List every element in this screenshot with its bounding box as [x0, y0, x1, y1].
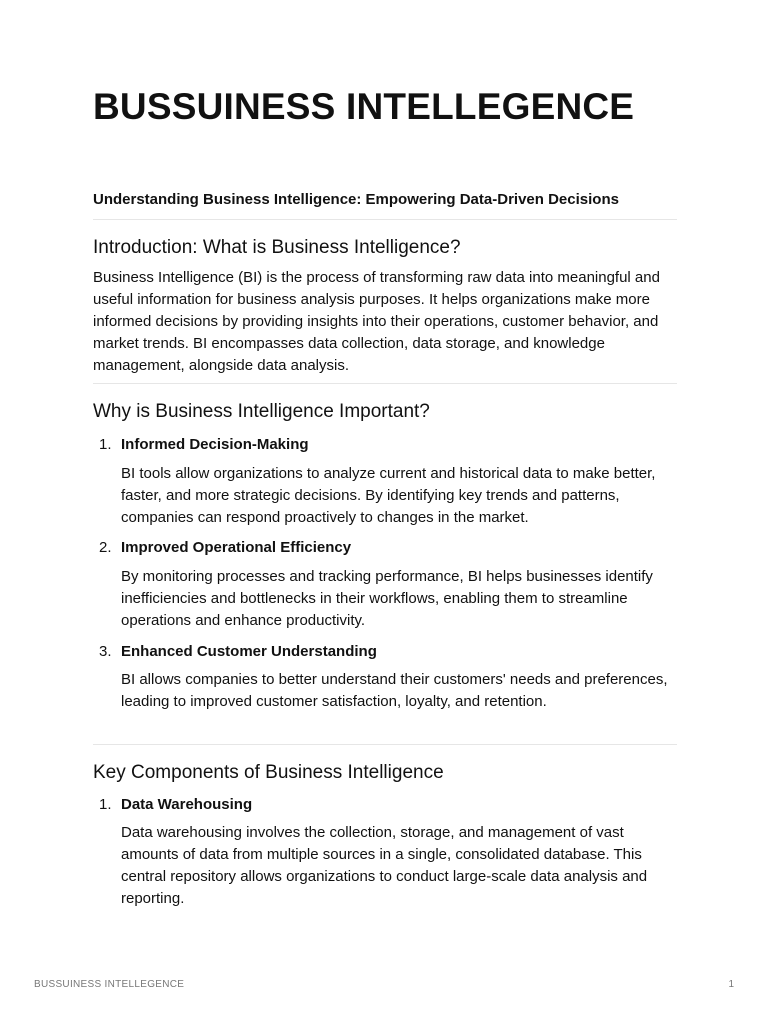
- document-title: BUSSUINESS INTELLEGENCE: [93, 86, 635, 127]
- page-number: 1: [728, 979, 734, 990]
- divider: [93, 744, 677, 745]
- divider: [93, 383, 677, 384]
- components-heading: Key Components of Business Intelligence: [93, 762, 444, 783]
- list-item-title: Enhanced Customer Understanding: [121, 643, 377, 660]
- list-item-title: Informed Decision-Making: [121, 436, 309, 453]
- divider: [93, 219, 677, 220]
- list-item-body: By monitoring processes and tracking performance, BI helps businesses identify inefficiencies and bottlenecks in their workflows, enabling them to streamline operations and enhance productivity.: [121, 568, 653, 629]
- list-item-body: Data warehousing involves the collection, storage, and management of vast amounts of data from multiple sources in a single, consolidated database. This central repository allows organizations to conduct large-scale data analysis and reporting.: [121, 824, 648, 907]
- intro-heading: Introduction: What is Business Intelligence?: [93, 237, 461, 258]
- document-subtitle: Understanding Business Intelligence: Empowering Data-Driven Decisions: [93, 191, 619, 208]
- footer-title: BUSSUINESS INTELLEGENCE: [34, 979, 185, 990]
- list-item-number: 1.: [99, 796, 112, 813]
- intro-paragraph: Business Intelligence (BI) is the process of transforming raw data into meaningful and useful information for business analysis purposes. It helps organizations make more informed decisions by providing insights into their operations, customer behavior, and market trends. BI encompasses data collection, data storage, and knowledge management, alongside data analysis.: [93, 269, 660, 374]
- list-item-number: 2.: [99, 539, 112, 556]
- list-item-title: Improved Operational Efficiency: [121, 539, 352, 556]
- importance-heading: Why is Business Intelligence Important?: [93, 401, 430, 422]
- list-item-number: 1.: [99, 436, 112, 453]
- list-item-title: Data Warehousing: [121, 796, 253, 813]
- list-item-body: BI tools allow organizations to analyze current and historical data to make better, faster, and more strategic decisions. By identifying key trends and patterns, companies can respond proactively to changes in the market.: [121, 465, 656, 526]
- list-item-number: 3.: [99, 643, 112, 660]
- list-item-body: BI allows companies to better understand their customers' needs and preferences, leading to improved customer satisfaction, loyalty, and retention.: [121, 671, 668, 710]
